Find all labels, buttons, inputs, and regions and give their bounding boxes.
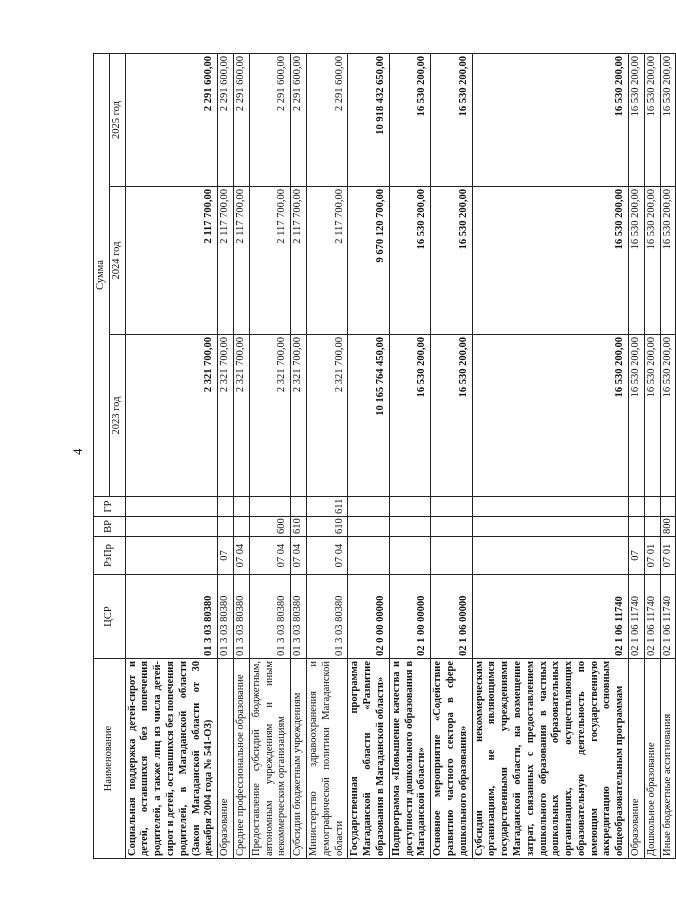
row-amount-2023: 16 530 200,00	[644, 335, 660, 497]
row-gr	[348, 497, 389, 517]
row-rzpr	[348, 537, 389, 575]
row-amount-2023: 16 530 200,00	[660, 335, 676, 497]
row-amount-2024: 2 117 700,00	[218, 187, 234, 335]
row-amount-2024: 9 670 120 700,00	[348, 187, 389, 335]
row-amount-2025: 16 530 200,00	[472, 54, 629, 187]
row-csr: 02 1 06 11740	[472, 575, 629, 659]
header-name: Наименование	[94, 659, 126, 859]
row-gr	[644, 497, 660, 517]
row-amount-2023: 2 321 700,00	[306, 335, 347, 497]
row-amount-2023: 10 165 764 450,00	[348, 335, 389, 497]
row-amount-2025: 2 291 600,00	[249, 54, 290, 187]
header-vr: ВР	[94, 517, 126, 537]
row-amount-2025: 2 291 600,00	[233, 54, 249, 187]
row-amount-2024: 2 117 700,00	[249, 187, 290, 335]
row-amount-2024: 16 530 200,00	[629, 187, 645, 335]
row-amount-2024: 2 117 700,00	[306, 187, 347, 335]
row-vr	[348, 517, 389, 537]
row-amount-2023: 2 321 700,00	[291, 335, 307, 497]
row-vr	[389, 517, 430, 537]
row-rzpr: 07 01	[660, 537, 676, 575]
row-amount-2024: 16 530 200,00	[660, 187, 676, 335]
row-name: Образование	[629, 659, 645, 859]
row-rzpr: 07 04	[306, 537, 347, 575]
row-csr: 01 3 03 80380	[249, 575, 290, 659]
row-amount-2025: 2 291 600,00	[306, 54, 347, 187]
row-csr: 01 3 03 80380	[306, 575, 347, 659]
row-csr: 01 3 03 80380	[291, 575, 307, 659]
row-csr: 02 0 00 00000	[348, 575, 389, 659]
row-gr	[233, 497, 249, 517]
row-rzpr: 07 01	[644, 537, 660, 575]
row-vr	[431, 517, 472, 537]
table-row	[125, 54, 218, 859]
row-amount-2024: 2 117 700,00	[291, 187, 307, 335]
row-name: Субсидии бюджетным учреждениям	[291, 659, 307, 859]
row-amount-2023: 2 321 700,00	[125, 335, 218, 497]
row-gr: 611	[306, 497, 347, 517]
header-2023: 2023 год	[109, 335, 125, 497]
row-name: Социальная поддержка детей-сирот и детей, оставшихся без попечения родителей, а также лиц из числа детей-сирот и детей, оставшихся без попечения родителей, в Магаданской области (Закон Магаданской области от 30 декабря 2004 года № 541-ОЗ)	[125, 659, 218, 859]
row-amount-2025: 16 530 200,00	[389, 54, 430, 187]
row-amount-2023: 2 321 700,00	[249, 335, 290, 497]
row-csr: 02 1 06 11740	[629, 575, 645, 659]
row-vr: 610	[291, 517, 307, 537]
row-amount-2025: 10 918 432 650,00	[348, 54, 389, 187]
row-rzpr	[125, 537, 218, 575]
row-vr: 600	[249, 517, 290, 537]
row-name: Среднее профессиональное образование	[233, 659, 249, 859]
row-gr	[660, 497, 676, 517]
row-name: Предоставление субсидий бюджетным, автономным учреждениям и иным некоммерческим организациям	[249, 659, 290, 859]
row-name: Государственная программа Магаданской области «Развитие образования в Магаданской области»	[348, 659, 389, 859]
row-amount-2025: 2 291 600,00	[218, 54, 234, 187]
row-vr	[218, 517, 234, 537]
row-amount-2025: 16 530 200,00	[629, 54, 645, 187]
row-gr	[629, 497, 645, 517]
row-gr	[291, 497, 307, 517]
row-name: Дошкольное образование	[644, 659, 660, 859]
row-amount-2024: 16 530 200,00	[389, 187, 430, 335]
table-row	[218, 54, 234, 859]
row-gr	[389, 497, 430, 517]
row-csr: 01 3 03 80380	[233, 575, 249, 659]
row-amount-2023: 16 530 200,00	[472, 335, 629, 497]
table-row	[629, 54, 645, 859]
row-vr	[125, 517, 218, 537]
header-row-top	[94, 54, 110, 859]
header-2025: 2025 год	[109, 54, 125, 187]
table-row	[431, 54, 472, 859]
row-vr	[472, 517, 629, 537]
row-name: Министерство здравоохранения и демографической политики Магаданской области	[306, 659, 347, 859]
row-gr	[125, 497, 218, 517]
row-rzpr	[431, 537, 472, 575]
row-amount-2023: 2 321 700,00	[233, 335, 249, 497]
table-row	[249, 54, 290, 859]
row-amount-2023: 2 321 700,00	[218, 335, 234, 497]
table-body	[125, 54, 676, 859]
row-amount-2025: 16 530 200,00	[431, 54, 472, 187]
row-amount-2023: 16 530 200,00	[431, 335, 472, 497]
table-row	[660, 54, 676, 859]
row-csr: 02 1 06 11740	[660, 575, 676, 659]
header-csr: ЦСР	[94, 575, 126, 659]
row-rzpr: 07	[629, 537, 645, 575]
row-csr: 01 3 03 80380	[218, 575, 234, 659]
table-row	[389, 54, 430, 859]
row-amount-2024: 16 530 200,00	[431, 187, 472, 335]
row-gr	[249, 497, 290, 517]
row-rzpr: 07 04	[291, 537, 307, 575]
header-sum: Сумма	[94, 54, 110, 497]
row-vr	[233, 517, 249, 537]
row-vr: 610	[306, 517, 347, 537]
budget-table-container	[93, 54, 676, 859]
row-amount-2024: 2 117 700,00	[125, 187, 218, 335]
row-csr: 02 1 06 11740	[644, 575, 660, 659]
table-row	[291, 54, 307, 859]
row-vr	[644, 517, 660, 537]
row-vr	[629, 517, 645, 537]
header-rzpr: РзПр	[94, 537, 126, 575]
row-amount-2025: 16 530 200,00	[660, 54, 676, 187]
row-gr	[431, 497, 472, 517]
row-csr: 01 3 03 80380	[125, 575, 218, 659]
row-amount-2024: 2 117 700,00	[233, 187, 249, 335]
row-vr: 800	[660, 517, 676, 537]
row-name: Образование	[218, 659, 234, 859]
table-row	[306, 54, 347, 859]
header-gr: ГР	[94, 497, 126, 517]
row-rzpr: 07 04	[249, 537, 290, 575]
table-row	[348, 54, 389, 859]
row-name: Основное мероприятие «Содействие развитию частного сектора в сфере дошкольного образования»	[431, 659, 472, 859]
budget-table	[93, 53, 676, 859]
row-rzpr: 07	[218, 537, 234, 575]
page-number: 4	[70, 448, 85, 455]
table-row	[472, 54, 629, 859]
row-amount-2025: 2 291 600,00	[125, 54, 218, 187]
table-row	[233, 54, 249, 859]
row-csr: 02 1 00 00000	[389, 575, 430, 659]
row-amount-2025: 16 530 200,00	[644, 54, 660, 187]
row-csr: 02 1 06 00000	[431, 575, 472, 659]
row-gr	[472, 497, 629, 517]
header-2024: 2024 год	[109, 187, 125, 335]
row-amount-2024: 16 530 200,00	[644, 187, 660, 335]
row-name: Субсидии некоммерческим организациям, не являющимся государственными учреждениями Магаданской области, на возмещение затрат, связанных с предоставлением дошкольного образования в частных дошкольных образовательных организациях, осуществляющих образовательную деятельность по имеющим государственную аккредитацию основным общеобразовательным программам	[472, 659, 629, 859]
row-amount-2024: 16 530 200,00	[472, 187, 629, 335]
row-amount-2025: 2 291 600,00	[291, 54, 307, 187]
row-name: Иные бюджетные ассигнования	[660, 659, 676, 859]
table-row	[644, 54, 660, 859]
row-amount-2023: 16 530 200,00	[629, 335, 645, 497]
row-name: Подпрограмма «Повышение качества и доступности дошкольного образования в Магаданской области»	[389, 659, 430, 859]
row-rzpr: 07 04	[233, 537, 249, 575]
row-rzpr	[389, 537, 430, 575]
row-gr	[218, 497, 234, 517]
row-rzpr	[472, 537, 629, 575]
row-amount-2023: 16 530 200,00	[389, 335, 430, 497]
